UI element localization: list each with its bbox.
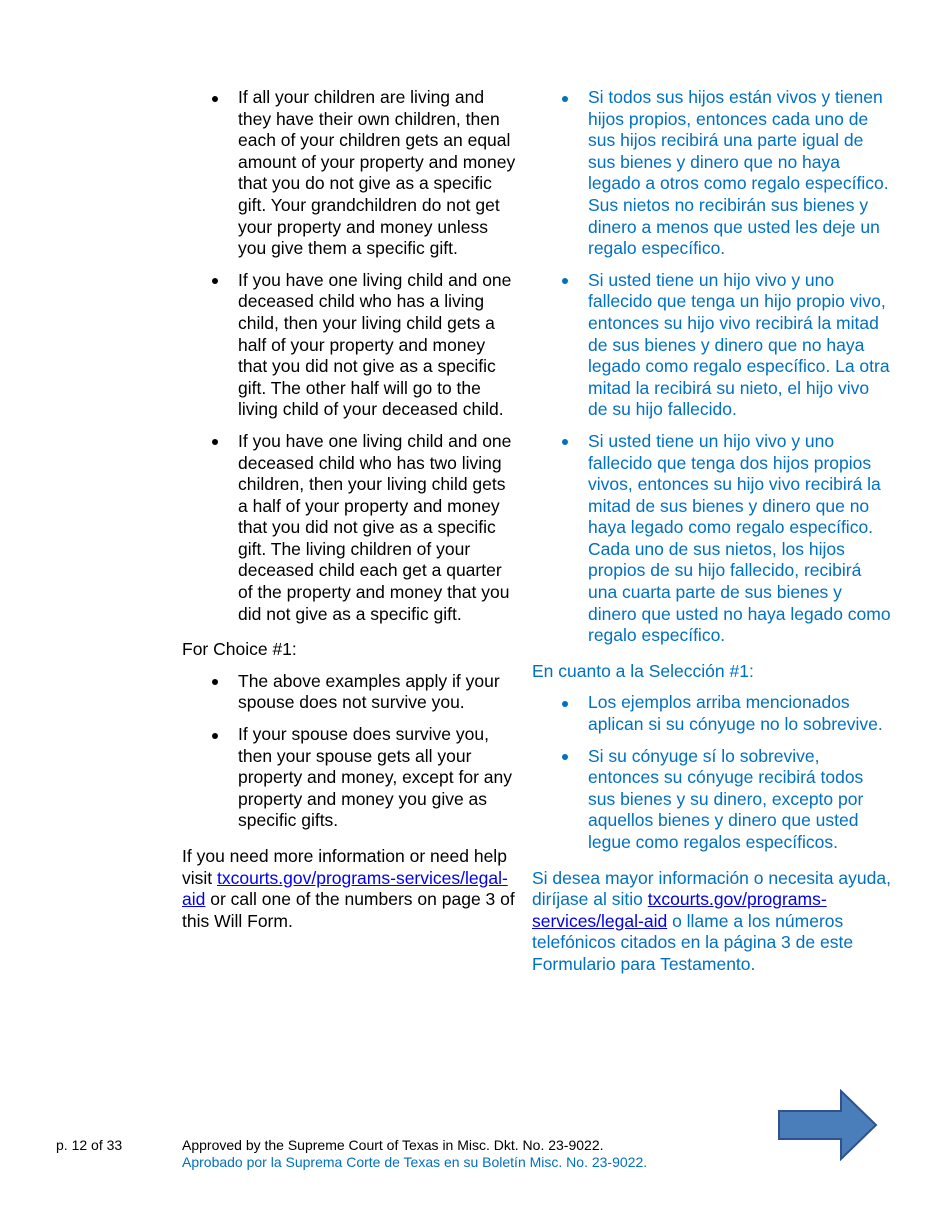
list-item: The above examples apply if your spouse does not survive you.	[182, 671, 517, 714]
page-number: p. 12 of 33	[56, 1137, 123, 1153]
approval-english: Approved by the Supreme Court of Texas in Misc. Dkt. No. 23-9022.	[182, 1137, 604, 1153]
list-item: Si usted tiene un hijo vivo y uno fallecido que tenga dos hijos propios vivos, entonces su hijo vivo recibirá la mitad de sus bienes y dinero que no haya legado como regalo específico. Cada uno de sus nietos, los hijos propios de su hijo fallecido, recibirá una cuarta parte de sus bienes y dinero que usted no haya legado como regalo específico.	[532, 431, 892, 647]
help-paragraph: If you need more information or need help visit txcourts.gov/programs-services/legal-aid or call one of the numbers on page 3 of this Will Form.	[182, 846, 515, 931]
list-item: Si todos sus hijos están vivos y tienen hijos propios, entonces cada uno de sus hijos recibirá una parte igual de sus bienes y dinero que no haya legado a otros como regalo específico. Sus nietos no recibirán sus bienes y dinero a menos que usted les deje un regalo específico.	[532, 87, 892, 260]
english-column	[182, 87, 517, 942]
legal-aid-link[interactable]: txcourts.gov/programs-services/legal-aid	[532, 889, 827, 931]
spanish-column	[532, 87, 892, 986]
list-item: If your spouse does survive you, then your spouse gets all your property and money, except for any property and money you give as specific gifts.	[182, 724, 517, 832]
english-choice-bullets	[182, 671, 517, 832]
legal-aid-link[interactable]: txcourts.gov/programs-services/legal-aid	[182, 867, 508, 910]
approval-spanish: Aprobado por la Suprema Corte de Texas en su Boletín Misc. No. 23-9022.	[182, 1154, 648, 1170]
english-inheritance-bullets	[182, 87, 517, 625]
spanish-choice-bullets	[532, 692, 892, 853]
list-item: If you have one living child and one deceased child who has two living children, then your living child gets a half of your property and money that you did not give as a specific gift. The living children of your deceased child each get a quarter of the property and money that you did not give as a specific gift.	[182, 431, 517, 625]
choice-heading: For Choice #1:	[182, 639, 297, 660]
list-item: If you have one living child and one deceased child who has a living child, then your living child gets a half of your property and money that you did not give as a specific gift. The other half will go to the living child of your deceased child.	[182, 270, 517, 421]
list-item: If all your children are living and they have their own children, then each of your children gets an equal amount of your property and money that you do not give as a specific gift. Your grandchildren do not get your property and money unless you give them a specific gift.	[182, 87, 517, 260]
list-item: Si su cónyuge sí lo sobrevive, entonces su cónyuge recibirá todos sus bienes y su dinero, excepto por aquellos bienes y dinero que usted legue como regalos específicos.	[532, 746, 892, 854]
right-arrow-icon[interactable]	[778, 1089, 878, 1161]
approval-notice	[182, 1137, 647, 1171]
help-paragraph: Si desea mayor información o necesita ayuda, diríjase al sitio txcourts.gov/programs-services/legal-aid o llame a los números telefónicos citados en la página 3 de este Formulario para Testamento.	[532, 867, 891, 974]
spanish-inheritance-bullets	[532, 87, 892, 647]
list-item: Si usted tiene un hijo vivo y uno fallecido que tenga un hijo propio vivo, entonces su hijo vivo recibirá la mitad de sus bienes y dinero que no haya legado como regalo específico. La otra mitad la recibirá su nieto, el hijo vivo de su hijo fallecido.	[532, 270, 892, 421]
choice-heading: En cuanto a la Selección #1:	[532, 660, 754, 681]
list-item: Los ejemplos arriba mencionados aplican si su cónyuge no lo sobrevive.	[532, 692, 892, 735]
